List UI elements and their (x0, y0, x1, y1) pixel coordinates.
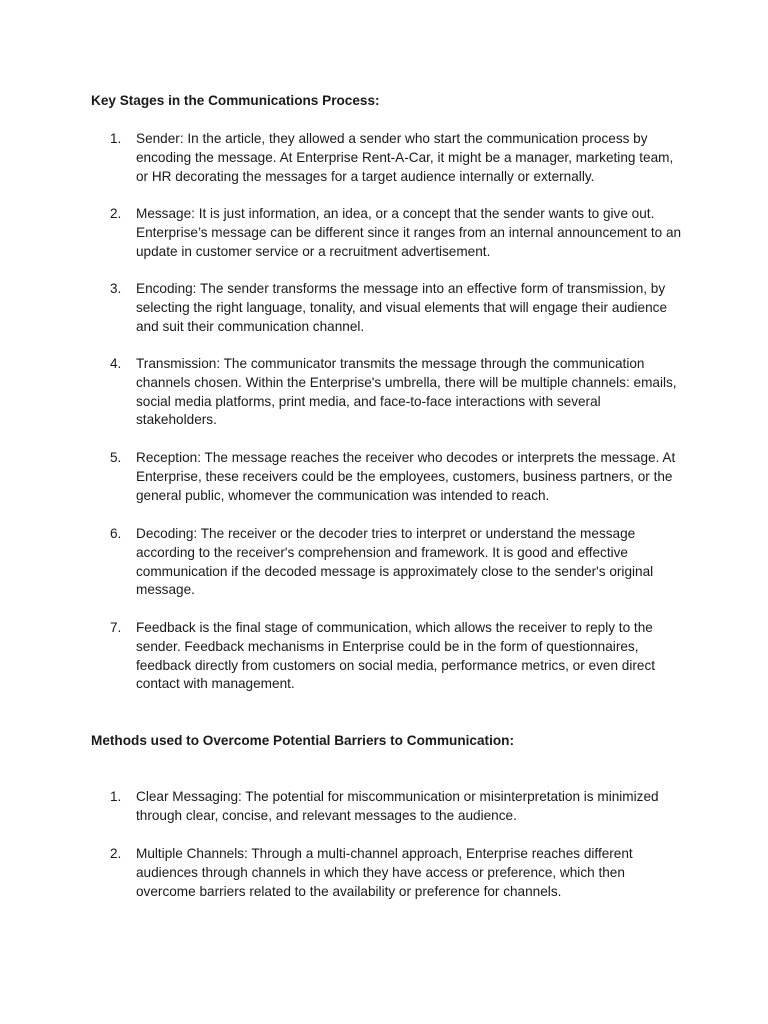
list-number: 2. (110, 846, 122, 861)
list-number: 4. (110, 356, 122, 371)
list-number: 7. (110, 620, 122, 635)
list-item-text: Multiple Channels: Through a multi-channel approach, Enterprise reaches different audiences through channels in which they have access or preference, which then overcome barriers related to the availability or preference for channels. (136, 846, 633, 899)
list-item-text: Decoding: The receiver or the decoder tries to interpret or understand the message according to the receiver's comprehension and framework. It is good and effective communication if the decoded message is approximately close to the sender's original message. (136, 526, 654, 598)
list-item-text: Feedback is the final stage of communication, which allows the receiver to reply to the sender. Feedback mechanisms in Enterprise could be in the form of questionnaires, feedback directly from customers on social media, performance metrics, or even direct contact with management. (136, 620, 656, 692)
list-number: 1. (110, 131, 122, 146)
list-number: 3. (110, 281, 122, 296)
list-number: 6. (110, 526, 122, 541)
section-heading-barriers: Methods used to Overcome Potential Barriers to Communication: (91, 733, 514, 748)
list-item-text: Transmission: The communicator transmits the message through the communication channels chosen. Within the Enterprise's umbrella, there will be multiple channels: emails, social media platforms, print media, and face-to-face interactions with several stakeholders. (136, 356, 677, 428)
list-item-text: Reception: The message reaches the receiver who decodes or interprets the message. At Enterprise, these receivers could be the employees, customers, business partners, or the general public, whomever the communication was intended to reach. (136, 450, 676, 503)
list-item-text: Clear Messaging: The potential for miscommunication or misinterpretation is minimized through clear, concise, and relevant messages to the audience. (136, 789, 659, 823)
list-number: 1. (110, 789, 122, 804)
list-item-text: Sender: In the article, they allowed a sender who start the communication process by encoding the message. At Enterprise Rent-A-Car, it might be a manager, marketing team, or HR decorating the messages for a target audience internally or externally. (136, 131, 674, 184)
section-heading-key-stages: Key Stages in the Communications Process: (91, 93, 380, 108)
list-item-text: Message: It is just information, an idea, or a concept that the sender wants to give out. Enterprise’s message can be different since it ranges from an internal announcement to an update in customer service or a recruitment advertisement. (136, 206, 682, 259)
list-item-text: Encoding: The sender transforms the message into an effective form of transmission, by selecting the right language, tonality, and visual elements that will engage their audience and suit their communication channel. (136, 281, 667, 334)
list-number: 5. (110, 450, 122, 465)
list-number: 2. (110, 206, 122, 221)
